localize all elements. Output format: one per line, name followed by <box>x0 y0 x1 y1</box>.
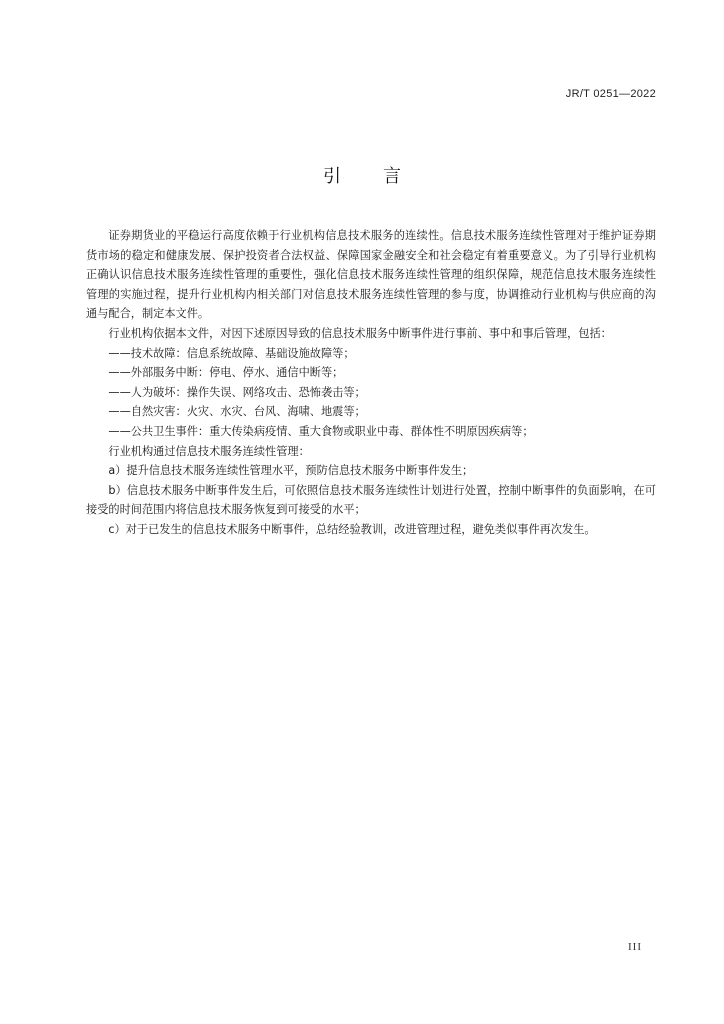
list-item-natural-disaster: ——自然灾害：火灾、水灾、台风、海啸、地震等； <box>108 405 366 419</box>
document-id: JR/T 0251—2022 <box>565 88 656 100</box>
list-item-human-damage: ——人为破坏：操作失误、网络攻击、恐怖袭击等； <box>108 385 366 399</box>
management-lead-paragraph: 行业机构通过信息技术服务连续性管理： <box>108 444 310 458</box>
list-item-external-service: ——外部服务中断：停电、停水、通信中断等； <box>108 366 344 380</box>
list-item-a: a）提升信息技术服务连续性管理水平，预防信息技术服务中断事件发生； <box>108 464 474 478</box>
scope-paragraph: 行业机构依据本文件，对因下述原因导致的信息技术服务中断事件进行事前、事中和事后管理，包括： <box>108 326 612 340</box>
list-item-c: c）对于已发生的信息技术服务中断事件，总结经验教训，改进管理过程，避免类似事件再次发生。 <box>108 522 596 536</box>
list-item-technical-failure: ——技术故障：信息系统故障、基础设施故障等； <box>108 346 355 360</box>
intro-paragraph: 证券期货业的平稳运行高度依赖于行业机构信息技术服务的连续性。信息技术服务连续性管理对于维护证券期货市场的稳定和健康发展、保护投资者合法权益、保障国家金融安全和社会稳定有着重要意义。为了引导行业机构正确认识信息技术服务连续性管理的重要性，强化信息技术服务连续性管理的组织保障，规范信息技术服务连续性管理的实施过程，提升行业机构内相关部门对信息技术服务连续性管理的参与度，协调推动行业机构与供应商的沟通与配合，制定本文件。 <box>86 229 656 321</box>
page-number: III <box>628 941 642 953</box>
introduction-body <box>86 226 656 540</box>
page-title: 引言 <box>323 166 443 187</box>
list-item-public-health: ——公共卫生事件：重大传染病疫情、重大食物或职业中毒、群体性不明原因疾病等； <box>108 424 534 438</box>
list-item-b: b）信息技术服务中断事件发生后，可依照信息技术服务连续性计划进行处置，控制中断事件的负面影响，在可接受的时间范围内将信息技术服务恢复到可接受的水平； <box>86 483 656 517</box>
